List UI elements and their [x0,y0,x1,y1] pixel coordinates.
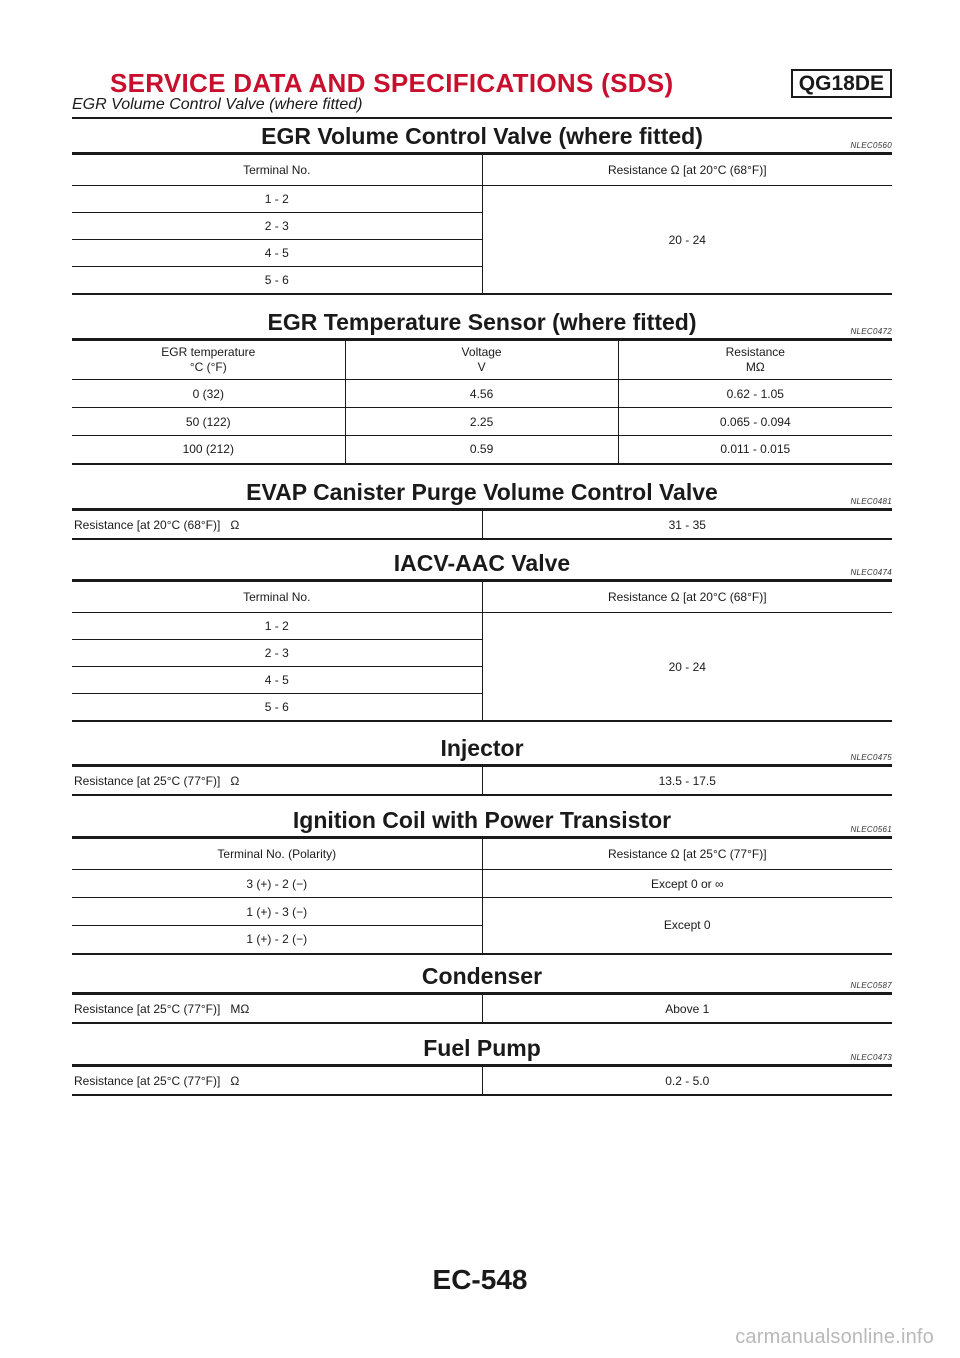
table-header-row [72,155,892,186]
table-cell: 100 (212) [72,436,345,464]
section-heading [72,304,892,341]
section-heading [72,474,892,511]
column-header: Resistance Ω [at 20°C (68°F)] [482,582,892,613]
section-code: NLEC0475 [850,753,892,762]
section-title: Ignition Coil with Power Transistor [292,807,672,833]
spec-value: 31 - 35 [482,511,892,539]
table-row [72,613,892,640]
resistance-cell: 20 - 24 [482,186,892,295]
spec-label: Resistance [at 20°C (68°F)] Ω [72,511,482,539]
section-evap-canister-purge [72,474,892,540]
table-cell: 0 (32) [72,380,345,408]
column-header: Terminal No. (Polarity) [72,839,482,870]
column-header: Resistance MΩ [618,341,892,380]
table-cell: 0.59 [345,436,618,464]
spec-table [72,511,892,540]
section-egr-volume-control-valve [72,118,892,295]
terminal-cell: 1 (+) - 2 (−) [72,926,482,954]
table-row [72,1067,892,1095]
section-title: Injector [440,735,524,761]
terminal-cell: 5 - 6 [72,694,482,722]
terminal-cell: 2 - 3 [72,213,482,240]
terminal-cell: 1 - 2 [72,613,482,640]
table-cell: 4.56 [345,380,618,408]
spec-table [72,839,892,955]
table-row [72,380,892,408]
section-condenser [72,958,892,1024]
spec-label: Resistance [at 25°C (77°F)] Ω [72,767,482,795]
column-header: EGR temperature °C (°F) [72,341,345,380]
column-header: Resistance Ω [at 25°C (77°F)] [482,839,892,870]
page-title: SERVICE DATA AND SPECIFICATIONS (SDS) [110,68,674,98]
table-row [72,408,892,436]
spec-table [72,582,892,722]
spec-table [72,341,892,465]
column-header: Terminal No. [72,155,482,186]
spec-value: Above 1 [482,995,892,1023]
section-fuel-pump [72,1030,892,1096]
table-cell: 0.065 - 0.094 [618,408,892,436]
spec-table [72,155,892,295]
table-row [72,186,892,213]
terminal-cell: 1 (+) - 3 (−) [72,898,482,926]
resistance-cell: Except 0 or ∞ [482,870,892,898]
terminal-cell: 4 - 5 [72,667,482,694]
spec-table [72,995,892,1024]
page-number: EC-548 [432,1264,528,1295]
spec-label: Resistance [at 25°C (77°F)] MΩ [72,995,482,1023]
resistance-cell: Except 0 [482,898,892,954]
table-header-row [72,341,892,380]
terminal-cell: 3 (+) - 2 (−) [72,870,482,898]
section-heading [72,958,892,995]
section-code: NLEC0473 [850,1053,892,1062]
table-row [72,511,892,539]
table-row [72,995,892,1023]
section-heading [72,730,892,767]
terminal-cell: 1 - 2 [72,186,482,213]
table-header-row [72,582,892,613]
spec-value: 0.2 - 5.0 [482,1067,892,1095]
section-title: EGR Temperature Sensor (where fitted) [267,309,697,335]
section-code: NLEC0561 [850,825,892,834]
section-injector [72,730,892,796]
table-cell: 0.62 - 1.05 [618,380,892,408]
terminal-cell: 5 - 6 [72,267,482,295]
page-header [72,68,892,114]
table-header-row [72,839,892,870]
terminal-cell: 4 - 5 [72,240,482,267]
section-code: NLEC0560 [850,141,892,150]
section-title: Condenser [421,963,543,989]
table-cell: 2.25 [345,408,618,436]
table-cell: 0.011 - 0.015 [618,436,892,464]
section-heading [72,545,892,582]
section-heading [72,802,892,839]
spec-label: Resistance [at 25°C (77°F)] Ω [72,1067,482,1095]
table-row [72,767,892,795]
spec-table [72,767,892,796]
section-egr-temperature-sensor [72,304,892,465]
table-row [72,870,892,898]
section-code: NLEC0472 [850,327,892,336]
section-title: EGR Volume Control Valve (where fitted) [261,123,703,149]
engine-badge: QG18DE [791,69,892,98]
spec-table [72,1067,892,1096]
terminal-cell: 2 - 3 [72,640,482,667]
section-heading [72,118,892,155]
column-header: Terminal No. [72,582,482,613]
page-subtitle: EGR Volume Control Valve (where fitted) [72,96,363,113]
section-heading [72,1030,892,1067]
section-title: IACV-AAC Valve [393,550,571,576]
resistance-cell: 20 - 24 [482,613,892,722]
section-code: NLEC0474 [850,568,892,577]
column-header: Voltage V [345,341,618,380]
section-ignition-coil [72,802,892,955]
watermark: carmanualsonline.info [735,1326,934,1348]
section-code: NLEC0481 [850,497,892,506]
table-cell: 50 (122) [72,408,345,436]
spec-value: 13.5 - 17.5 [482,767,892,795]
section-title: EVAP Canister Purge Volume Control Valve [246,479,718,505]
table-row [72,898,892,926]
section-title: Fuel Pump [423,1035,541,1061]
section-iacv-aac-valve [72,545,892,722]
section-code: NLEC0587 [850,981,892,990]
column-header: Resistance Ω [at 20°C (68°F)] [482,155,892,186]
table-row [72,436,892,464]
